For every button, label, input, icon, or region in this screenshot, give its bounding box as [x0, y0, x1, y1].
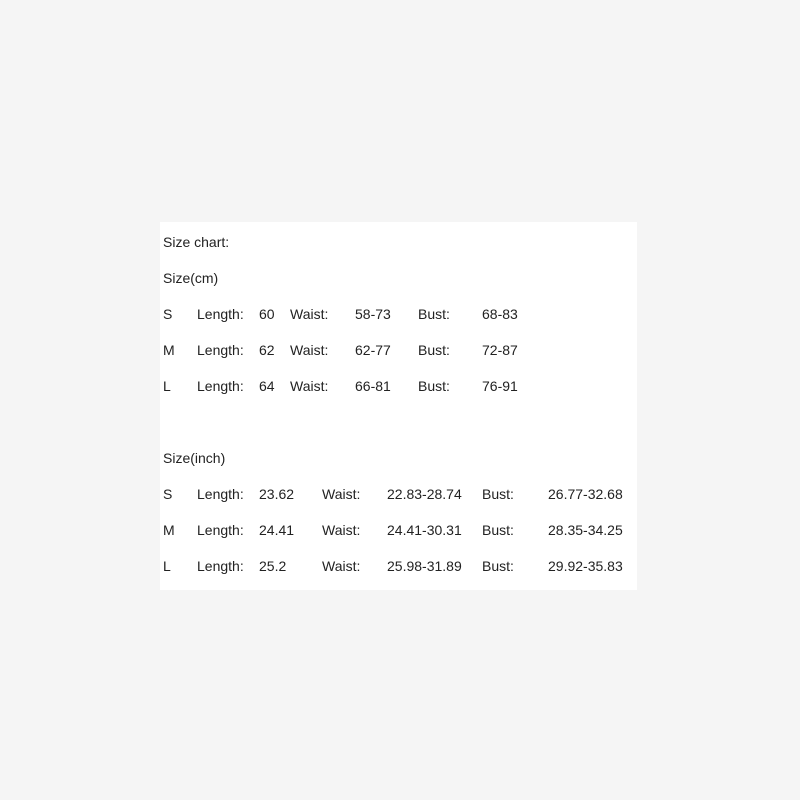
waist-label: Waist:	[290, 306, 329, 322]
waist-label: Waist:	[322, 486, 361, 502]
bust-label: Bust:	[482, 486, 514, 502]
bust-label: Bust:	[482, 558, 514, 574]
size-row-cm-l	[163, 368, 637, 404]
size-label: L	[163, 378, 171, 394]
length-value: 24.41	[259, 522, 295, 538]
length-value: 62	[259, 342, 275, 358]
bust-value: 72-87	[482, 342, 518, 358]
waist-label: Waist:	[290, 378, 329, 394]
bust-label: Bust:	[418, 306, 450, 322]
length-value: 23.62	[259, 486, 295, 502]
size-label: M	[163, 522, 175, 538]
length-label: Length:	[197, 558, 244, 574]
length-label: Length:	[197, 378, 244, 394]
waist-value: 25.98-31.89	[387, 558, 462, 574]
waist-value: 66-81	[355, 378, 391, 394]
length-value: 64	[259, 378, 275, 394]
size-label: L	[163, 558, 171, 574]
length-label: Length:	[197, 306, 244, 322]
size-row-inch-m	[163, 512, 637, 548]
bust-value: 28.35-34.25	[548, 522, 623, 538]
size-row-inch-s	[163, 476, 637, 512]
length-value: 60	[259, 306, 275, 322]
size-row-cm-s	[163, 296, 637, 332]
waist-value: 22.83-28.74	[387, 486, 462, 502]
waist-value: 58-73	[355, 306, 391, 322]
size-row-inch-l	[163, 548, 637, 584]
size-chart-title: Size chart:	[163, 234, 230, 250]
length-value: 25.2	[259, 558, 287, 574]
size-label: M	[163, 342, 175, 358]
section-heading-cm: Size(cm)	[163, 270, 219, 286]
waist-label: Waist:	[322, 522, 361, 538]
length-label: Length:	[197, 522, 244, 538]
waist-label: Waist:	[322, 558, 361, 574]
waist-value: 62-77	[355, 342, 391, 358]
bust-value: 76-91	[482, 378, 518, 394]
blank-line	[163, 404, 637, 440]
length-label: Length:	[197, 486, 244, 502]
waist-value: 24.41-30.31	[387, 522, 462, 538]
length-label: Length:	[197, 342, 244, 358]
size-label: S	[163, 306, 173, 322]
bust-label: Bust:	[482, 522, 514, 538]
bust-value: 68-83	[482, 306, 518, 322]
bust-label: Bust:	[418, 342, 450, 358]
size-chart-panel	[160, 222, 637, 590]
size-row-cm-m	[163, 332, 637, 368]
size-label: S	[163, 486, 173, 502]
bust-value: 29.92-35.83	[548, 558, 623, 574]
waist-label: Waist:	[290, 342, 329, 358]
section-heading-inch: Size(inch)	[163, 450, 226, 466]
bust-label: Bust:	[418, 378, 450, 394]
bust-value: 26.77-32.68	[548, 486, 623, 502]
